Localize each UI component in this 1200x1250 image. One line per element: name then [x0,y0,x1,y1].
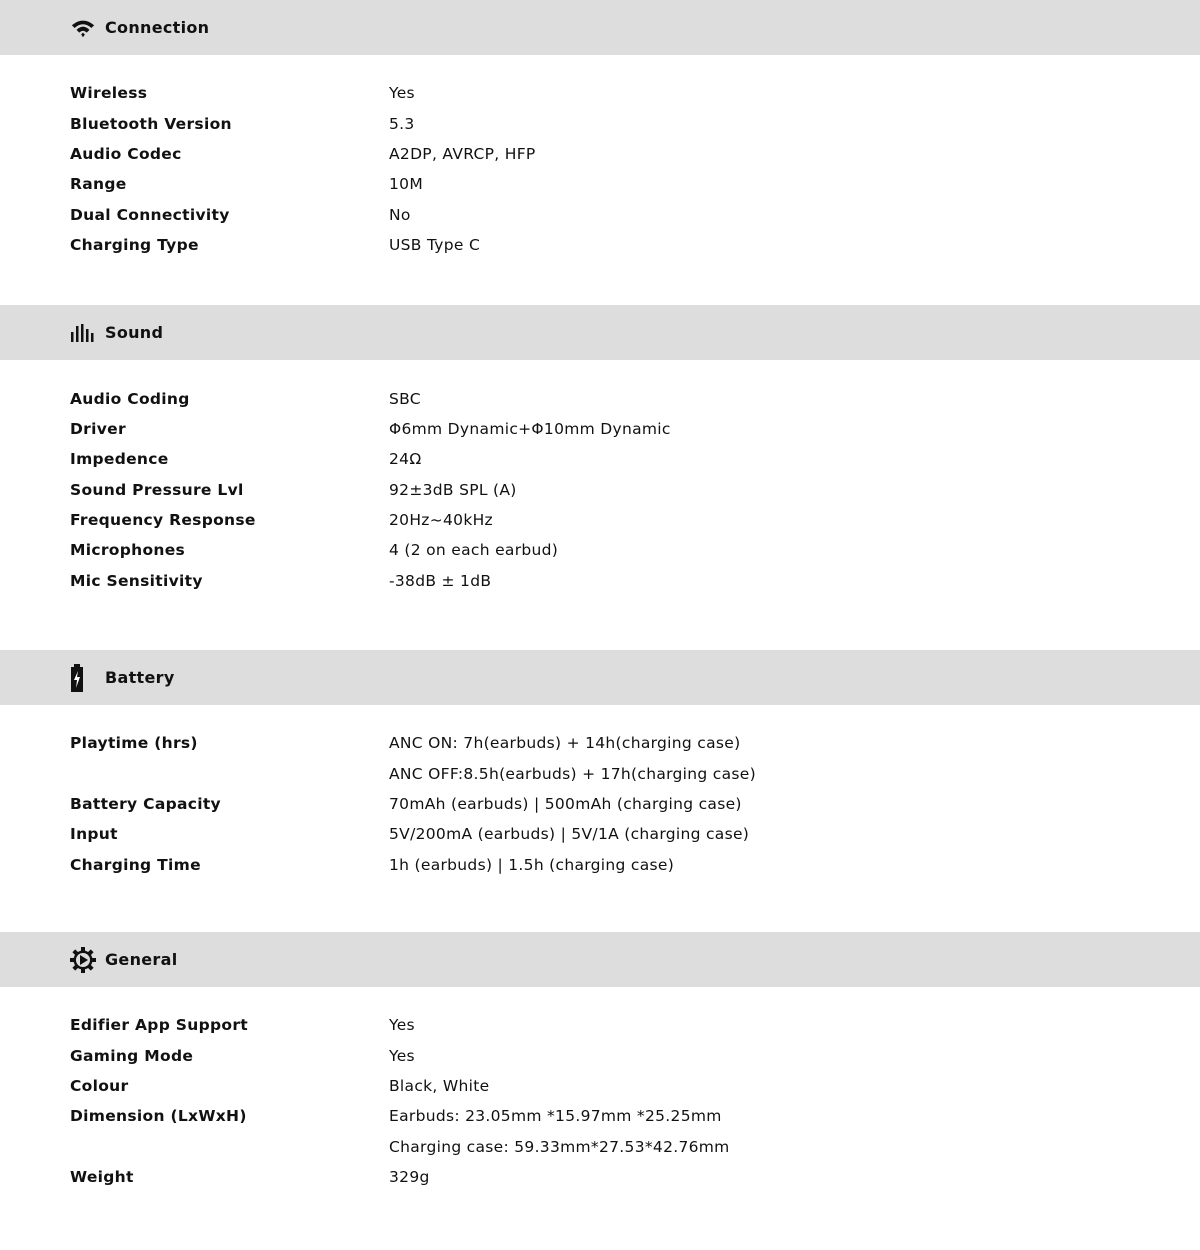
spec-row [0,535,1200,565]
spec-label: Dual Connectivity [70,205,230,224]
spec-list [0,55,1200,305]
spec-row [0,1071,1200,1101]
spec-label: Sound Pressure Lvl [70,480,244,499]
spec-label: Colour [70,1077,129,1095]
spec-row [0,728,1200,758]
spec-value: 92±3dB SPL (A) [389,480,517,499]
spec-value: 20Hz~40kHz [389,511,493,530]
battery-charging-icon [70,665,96,691]
spec-value: Φ6mm Dynamic+Φ10mm Dynamic [389,419,671,438]
spec-row [0,139,1200,169]
section-title: Battery [105,668,175,688]
spec-value: 1h (earbuds) | 1.5h (charging case) [389,855,675,874]
spec-row [0,169,1200,199]
spec-value: 4 (2 on each earbud) [389,541,559,560]
spec-label: Audio Coding [70,389,190,408]
section-header [0,932,1200,987]
spec-value: 24Ω [389,450,422,469]
spec-row [0,789,1200,819]
equalizer-icon [70,320,96,346]
spec-value: 5V/200mA (earbuds) | 5V/1A (charging case) [389,825,750,844]
spec-label: Microphones [70,541,186,560]
spec-label: Battery Capacity [70,795,221,814]
spec-row [0,566,1200,596]
spec-list [0,705,1200,932]
spec-label: Impedence [70,450,169,469]
spec-value: -38dB ± 1dB [389,571,492,590]
spec-label: Input [70,825,118,844]
spec-label: Edifier App Support [70,1016,248,1035]
spec-label: Frequency Response [70,511,256,530]
spec-value: SBC [389,389,421,408]
spec-row [0,78,1200,108]
section-header [0,650,1200,705]
spec-value: ANC ON: 7h(earbuds) + 14h(charging case) [389,734,741,753]
spec-label: Gaming Mode [70,1046,194,1065]
spec-row [0,1132,1200,1162]
section-battery [0,650,1200,932]
section-header [0,0,1200,55]
spec-value: ANC OFF:8.5h(earbuds) + 17h(charging case) [389,764,756,783]
spec-list [0,360,1200,650]
wifi-icon [70,15,96,41]
spec-row [0,108,1200,138]
spec-label: Dimension (LxWxH) [70,1107,247,1126]
spec-row [0,475,1200,505]
spec-value: 70mAh (earbuds) | 500mAh (charging case) [389,795,742,814]
spec-row [0,1162,1200,1192]
spec-label: Range [70,175,127,194]
section-header [0,305,1200,360]
section-title: Connection [105,18,210,37]
spec-value: A2DP, AVRCP, HFP [389,144,536,163]
section-title: General [105,950,178,970]
spec-label: Bluetooth Version [70,114,232,133]
spec-value: No [389,205,411,224]
spec-value: Earbuds: 23.05mm *15.97mm *25.25mm [389,1107,722,1126]
spec-list [0,987,1200,1192]
spec-value: 5.3 [389,114,415,133]
spec-row [0,444,1200,474]
spec-value: 10M [389,175,423,194]
spec-row [0,1101,1200,1131]
section-connection [0,0,1200,305]
spec-row [0,1040,1200,1070]
spec-label: Weight [70,1168,134,1187]
spec-row [0,850,1200,880]
spec-row [0,383,1200,413]
spec-row [0,505,1200,535]
spec-row [0,819,1200,849]
spec-label: Audio Codec [70,144,182,163]
spec-row [0,230,1200,260]
spec-label: Playtime (hrs) [70,734,198,753]
spec-value: USB Type C [389,236,481,255]
spec-value: Charging case: 59.33mm*27.53*42.76mm [389,1137,730,1156]
spec-value: Yes [389,84,415,103]
section-general [0,932,1200,1192]
spec-label: Wireless [70,84,148,103]
spec-row [0,1010,1200,1040]
spec-value: Black, White [389,1077,490,1095]
spec-value: 329g [389,1168,430,1187]
spec-label: Driver [70,419,126,438]
gear-icon [70,947,96,973]
spec-label: Mic Sensitivity [70,571,203,590]
spec-label: Charging Time [70,855,201,874]
section-title: Sound [105,323,164,343]
spec-label: Charging Type [70,236,199,255]
spec-row [0,200,1200,230]
spec-value: Yes [389,1016,415,1035]
spec-row [0,414,1200,444]
section-sound [0,305,1200,650]
spec-value: Yes [389,1046,415,1065]
spec-row [0,758,1200,788]
